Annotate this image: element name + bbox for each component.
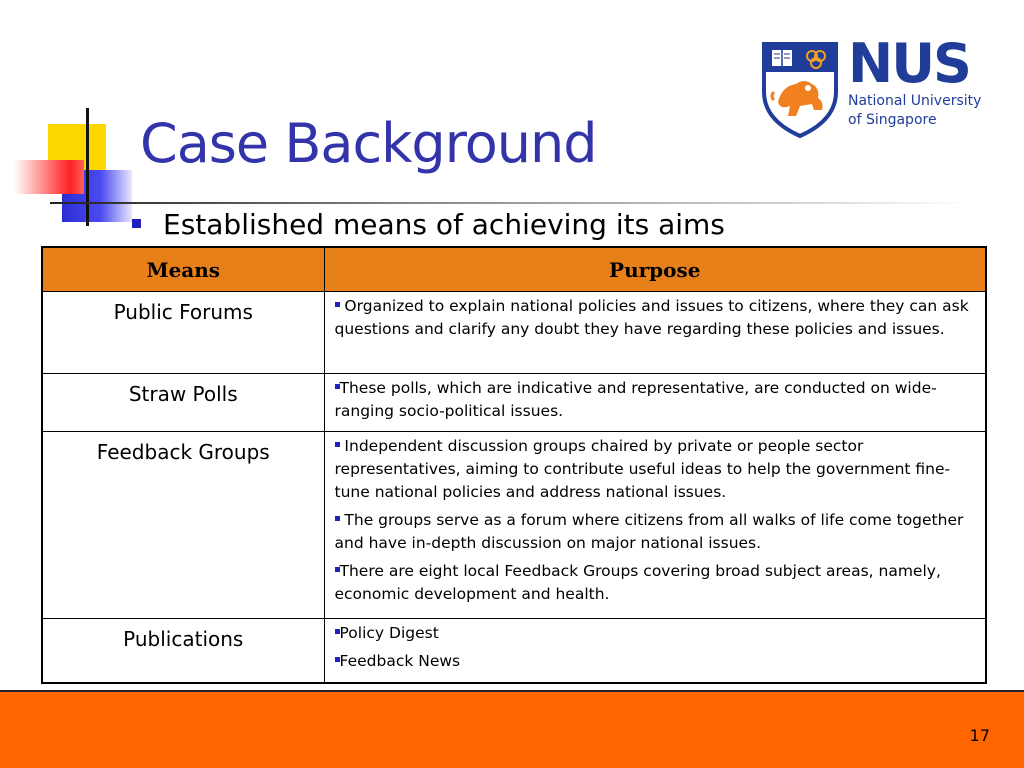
- purpose-item: [335, 509, 976, 555]
- bullet-square-icon: [132, 219, 141, 228]
- bullet-square-icon: [335, 629, 340, 634]
- purpose-cell: [324, 619, 986, 683]
- header-means: Means: [42, 247, 324, 292]
- bullet-point: [132, 208, 725, 241]
- page-number: 17: [969, 726, 990, 745]
- purpose-item: [335, 377, 976, 423]
- decor-red-bar: [14, 160, 84, 194]
- bullet-square-icon: [335, 657, 340, 662]
- bullet-square-icon: [335, 442, 340, 447]
- purpose-text: The groups serve as a forum where citizens from all walks of life come together and have in-depth discussion on major national issues.: [334, 511, 964, 552]
- logo-subtitle-line2: of Singapore: [848, 112, 937, 128]
- footer-bar: [0, 690, 1024, 768]
- purpose-item: [335, 295, 976, 341]
- means-cell: Feedback Groups: [42, 432, 324, 619]
- purpose-text: Policy Digest: [339, 624, 439, 642]
- header-purpose: Purpose: [324, 247, 986, 292]
- table-row: [42, 432, 986, 619]
- purpose-cell: [324, 432, 986, 619]
- bullet-square-icon: [335, 302, 340, 307]
- bullet-text: Established means of achieving its aims: [163, 208, 725, 241]
- means-cell: Public Forums: [42, 292, 324, 374]
- purpose-text: These polls, which are indicative and representative, are conducted on wide-ranging socio-political issues.: [334, 379, 937, 420]
- purpose-text: There are eight local Feedback Groups covering broad subject areas, namely, economic development and health.: [334, 562, 941, 603]
- purpose-item: [335, 650, 976, 673]
- purpose-item: [335, 560, 976, 606]
- decor-vertical-line: [86, 108, 89, 226]
- logo-wordmark: NUS: [848, 32, 970, 95]
- means-cell: Publications: [42, 619, 324, 683]
- purpose-text: Independent discussion groups chaired by private or people sector representatives, aiming to contribute useful ideas to help the government fine-tune national policies and address national issues.: [334, 437, 951, 501]
- purpose-item: [335, 622, 976, 645]
- table-row: [42, 374, 986, 432]
- logo-subtitle: [848, 92, 981, 130]
- nus-logo: [760, 32, 985, 138]
- slide-title: Case Background: [140, 112, 597, 175]
- table-row: [42, 619, 986, 683]
- nus-crest-icon: [760, 40, 840, 138]
- purpose-cell: [324, 374, 986, 432]
- bullet-square-icon: [335, 516, 340, 521]
- table-row: [42, 292, 986, 374]
- purpose-cell: [324, 292, 986, 374]
- logo-subtitle-line1: National University: [848, 93, 982, 109]
- table-header-row: [42, 247, 986, 292]
- purpose-item: [335, 435, 976, 504]
- purpose-text: Feedback News: [339, 652, 461, 670]
- bullet-square-icon: [335, 567, 340, 572]
- means-purpose-table: [41, 246, 987, 684]
- purpose-text: Organized to explain national policies and issues to citizens, where they can ask questions and clarify any doubt they have regarding these policies and issues.: [334, 297, 969, 338]
- decor-horizontal-rule: [50, 202, 970, 204]
- means-cell: Straw Polls: [42, 374, 324, 432]
- bullet-square-icon: [335, 384, 340, 389]
